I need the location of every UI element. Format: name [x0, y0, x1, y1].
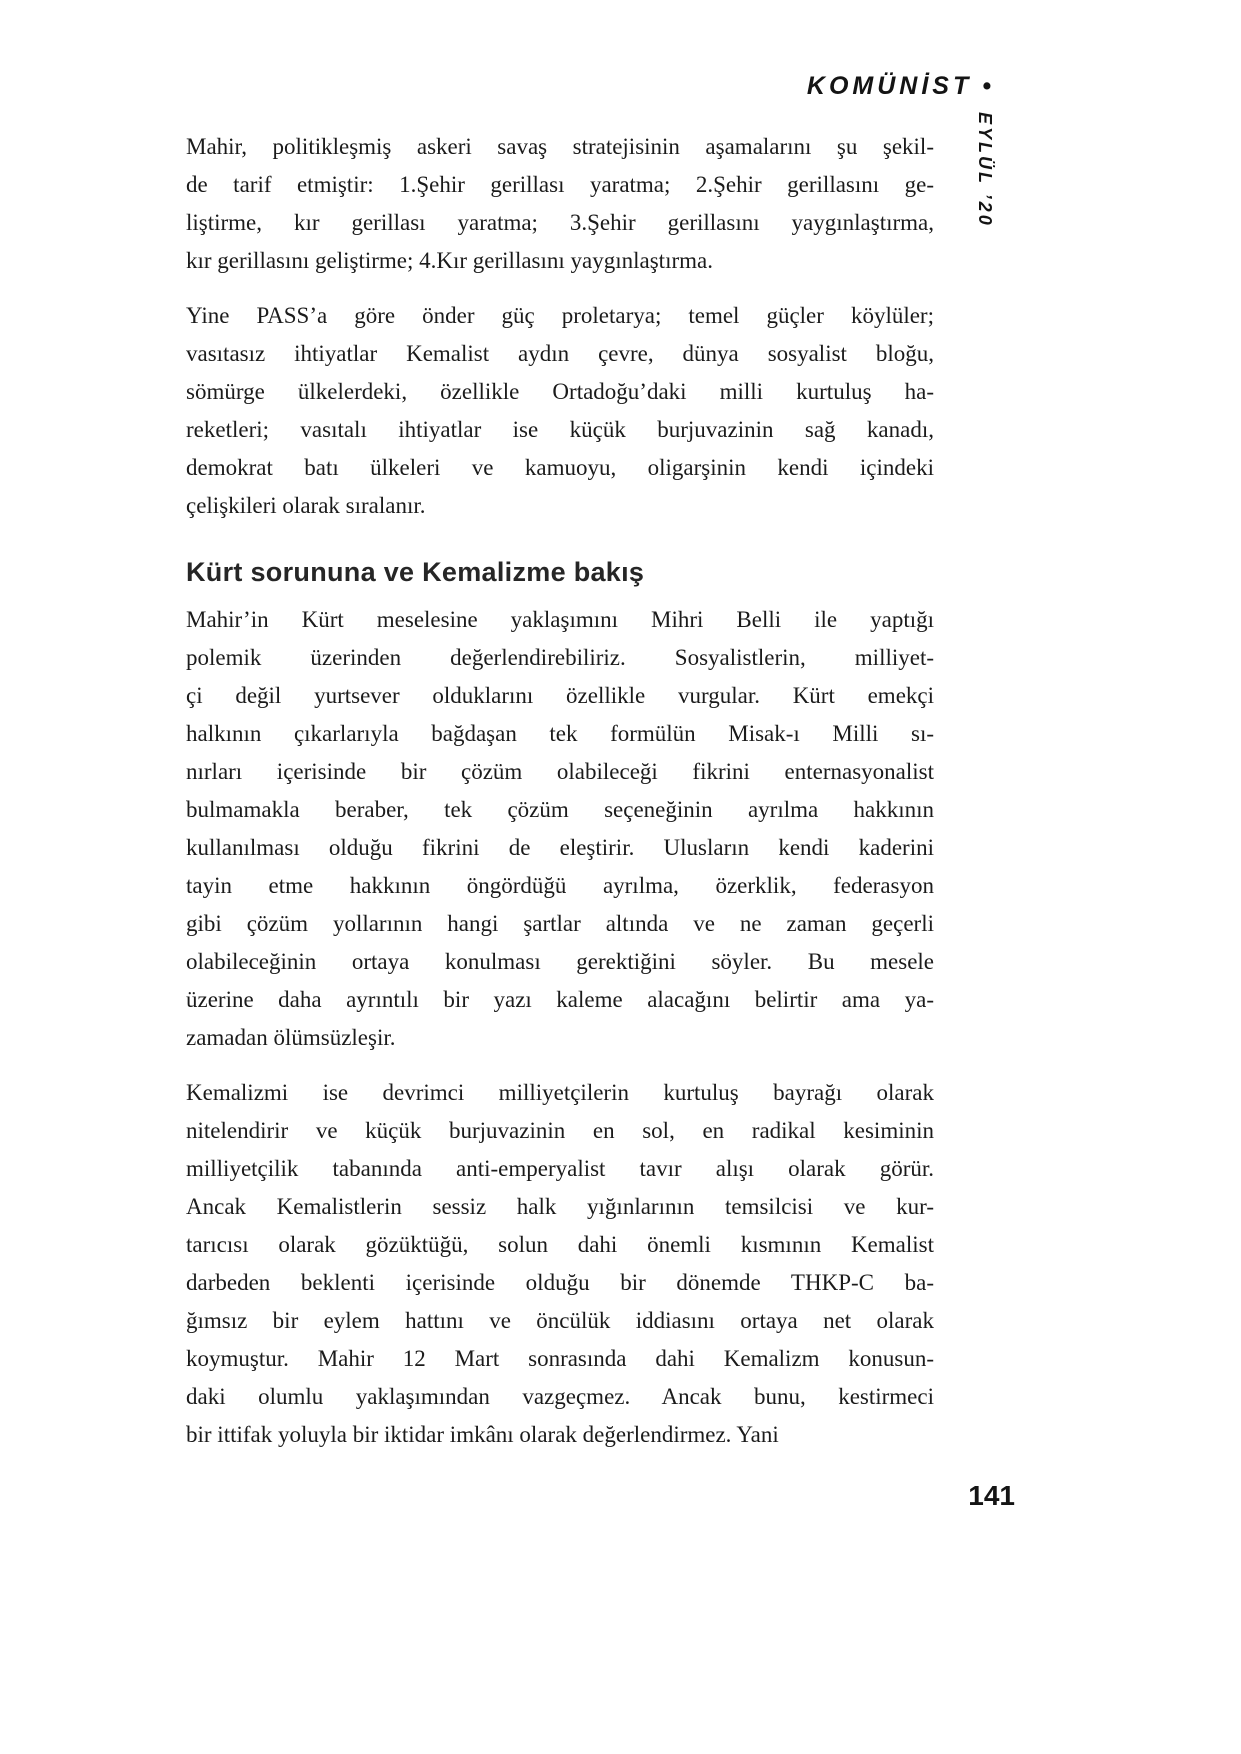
text-line: sömürge ülkelerdeki, özellikle Ortadoğu’daki milli kurtuluş ha-: [186, 379, 934, 404]
text-line: Mahir’in Kürt meselesine yaklaşımını Mihri Belli ile yaptığı: [186, 607, 934, 632]
text-line: nırları içerisinde bir çözüm olabileceği fikrini enternasyonalist: [186, 759, 934, 784]
text-line: bir ittifak yoluyla bir iktidar imkânı olarak değerlendirmez. Yani: [186, 1422, 779, 1447]
text-line: milliyetçilik tabanında anti-emperyalist tavır alışı olarak görür.: [186, 1156, 934, 1181]
masthead-bullet-icon: •: [982, 72, 991, 100]
text-line: kullanılması olduğu fikrini de eleştirir. Ulusların kendi kaderini: [186, 835, 934, 860]
page-number: 141: [968, 1480, 1015, 1511]
text-line: halkının çıkarlarıyla bağdaşan tek formülün Misak-ı Milli sı-: [186, 721, 934, 746]
text-line: Kemalizmi ise devrimci milliyetçilerin kurtuluş bayrağı olarak: [186, 1080, 934, 1105]
text-line: vasıtasız ihtiyatlar Kemalist aydın çevre, dünya sosyalist bloğu,: [186, 341, 934, 366]
text-line: Yine PASS’a göre önder güç proletarya; temel güçler köylüler;: [186, 303, 934, 328]
text-line: reketleri; vasıtalı ihtiyatlar ise küçük burjuvazinin sağ kanadı,: [186, 417, 934, 442]
text-line: çelişkileri olarak sıralanır.: [186, 493, 426, 518]
text-line: nitelendirir ve küçük burjuvazinin en sol, en radikal kesiminin: [186, 1118, 934, 1143]
text-line: zamadan ölümsüzleşir.: [186, 1025, 396, 1050]
paragraph: [186, 1074, 934, 1454]
text-line: daki olumlu yaklaşımından vazgeçmez. Ancak bunu, kestirmeci: [186, 1384, 934, 1409]
text-line: bulmamakla beraber, tek çözüm seçeneğinin ayrılma hakkının: [186, 797, 934, 822]
text-line: kır gerillasını geliştirme; 4.Kır gerillasını yaygınlaştırma.: [186, 248, 713, 273]
text-line: polemik üzerinden değerlendirebiliriz. Sosyalistlerin, milliyet-: [186, 645, 934, 670]
text-line: Ancak Kemalistlerin sessiz halk yığınlarının temsilcisi ve kur-: [186, 1194, 934, 1219]
paragraph: [186, 297, 934, 525]
text-line: liştirme, kır gerillası yaratma; 3.Şehir gerillasını yaygınlaştırma,: [186, 210, 934, 235]
article-body: [186, 128, 934, 1471]
text-line: darbeden beklenti içerisinde olduğu bir dönemde THKP-C ba-: [186, 1270, 934, 1295]
text-line: demokrat batı ülkeleri ve kamuoyu, oligarşinin kendi içindeki: [186, 455, 934, 480]
text-line: çi değil yurtsever olduklarını özellikle vurgular. Kürt emekçi: [186, 683, 934, 708]
text-line: olabileceğinin ortaya konulması gerektiğini söyler. Bu mesele: [186, 949, 934, 974]
journal-masthead: [807, 72, 991, 101]
text-line: gibi çözüm yollarının hangi şartlar altında ve ne zaman geçerli: [186, 911, 934, 936]
text-line: koymuştur. Mahir 12 Mart sonrasında dahi Kemalizm konusun-: [186, 1346, 934, 1371]
text-line: tarıcısı olarak gözüktüğü, solun dahi önemli kısmının Kemalist: [186, 1232, 934, 1257]
text-line: de tarif etmiştir: 1.Şehir gerillası yaratma; 2.Şehir gerillasını ge-: [186, 172, 934, 197]
text-line: ğımsız bir eylem hattını ve öncülük iddiasını ortaya net olarak: [186, 1308, 934, 1333]
journal-title: KOMÜNİST: [806, 72, 973, 100]
paragraph: [186, 128, 934, 280]
issue-date-label: EYLÜL ’20: [975, 112, 995, 228]
text-line: üzerine daha ayrıntılı bir yazı kaleme alacağını belirtir ama ya-: [186, 987, 934, 1012]
text-line: tayin etme hakkının öngördüğü ayrılma, özerklik, federasyon: [186, 873, 934, 898]
section-heading: Kürt sorununa ve Kemalizme bakış: [186, 557, 645, 587]
text-line: Mahir, politikleşmiş askeri savaş stratejisinin aşamalarını şu şekil-: [186, 134, 934, 159]
paragraph: [186, 601, 934, 1057]
